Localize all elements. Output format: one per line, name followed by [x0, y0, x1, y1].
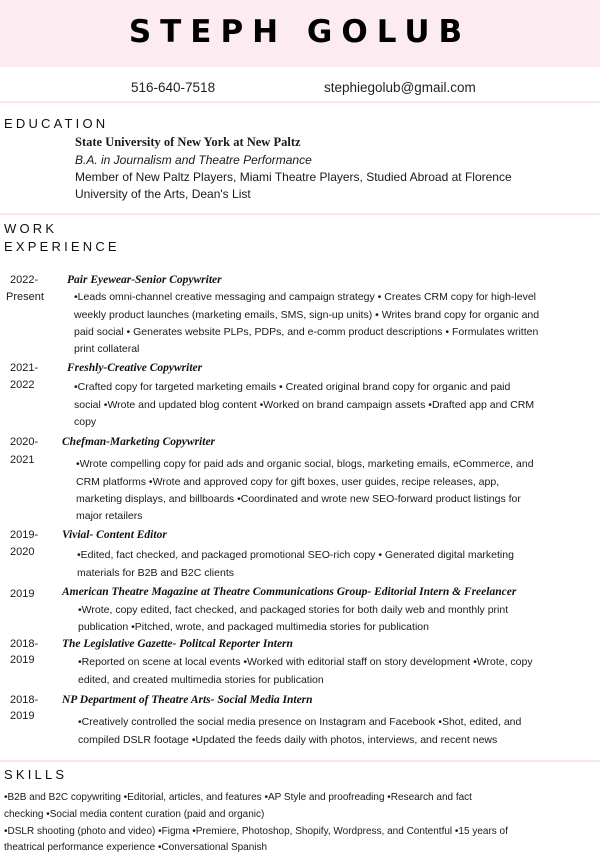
job-title: Vivial- Content Editor [62, 529, 167, 541]
divider [0, 760, 600, 762]
job-title: American Theatre Magazine at Theatre Communications Group- Editorial Intern & Freelancer [62, 586, 517, 598]
experience-heading: EXPERIENCE [4, 239, 120, 254]
job-date: 2021 [10, 454, 35, 466]
job-description-line: weekly product launches (marketing emails, SMS, sign-up units) • Writes brand copy for organic and [74, 309, 540, 321]
skills-heading: SKILLS [4, 767, 68, 782]
job-description-line: print collateral [74, 343, 140, 355]
job-date: 2018- [10, 694, 39, 706]
job-title: NP Department of Theatre Arts- Social Media Intern [62, 694, 313, 706]
job-description-line: edited, and created multimedia stories for publication [78, 674, 324, 686]
job-date: Present [6, 291, 44, 303]
divider [0, 101, 600, 103]
skills-line: •DSLR shooting (photo and video) •Figma •Premiere, Photoshop, Shopify, Wordpress, and Contentful •15 years of [4, 826, 508, 837]
skills-line: •B2B and B2C copywriting •Editorial, articles, and features •AP Style and proofreading •Research and fact [4, 792, 472, 803]
job-date: 2022 [10, 379, 35, 391]
job-title: The Legislative Gazette- Politcal Reporter Intern [62, 638, 293, 650]
job-date: 2020- [10, 436, 39, 448]
education-detail: University of the Arts, Dean's List [75, 187, 251, 201]
skills-line: theatrical performance experience •Conversational Spanish [4, 842, 268, 853]
skills-line: checking •Social media content curation (paid and organic) [4, 809, 265, 820]
phone-number: 516-640-7518 [131, 80, 216, 95]
job-date: 2019 [10, 710, 35, 722]
job-date: 2019 [10, 654, 35, 666]
job-description-line: social •Wrote and updated blog content •Worked on brand campaign assets •Drafted app and CRM [74, 399, 535, 411]
job-date: 2018- [10, 638, 39, 650]
job-description-line: marketing displays, and billboards •Coordinated and wrote new SEO-forward product listings for [76, 493, 521, 505]
job-description-line: major retailers [76, 510, 143, 522]
work-heading: WORK [4, 221, 58, 236]
job-description-line: •Wrote compelling copy for paid ads and organic social, blogs, marketing emails, eCommerce, and [76, 458, 534, 470]
email-address: stephiegolub@gmail.com [324, 80, 476, 95]
job-description-line: materials for B2B and B2C clients [77, 567, 234, 579]
degree: B.A. in Journalism and Theatre Performance [75, 153, 312, 167]
education-detail: Member of New Paltz Players, Miami Theatre Players, Studied Abroad at Florence [75, 170, 512, 184]
divider [0, 213, 600, 215]
job-description-line: •Creatively controlled the social media presence on Instagram and Facebook •Shot, edited, and [78, 716, 522, 728]
education-heading: EDUCATION [4, 116, 109, 131]
job-description-line: copy [74, 416, 97, 428]
job-date: 2022- [10, 274, 39, 286]
job-description-line: •Reported on scene at local events •Worked with editorial staff on story development •Wrote, copy [78, 656, 533, 668]
job-date: 2019 [10, 588, 35, 600]
job-description-line: •Leads omni-channel creative messaging and campaign strategy • Creates CRM copy for high-level [74, 291, 536, 303]
job-description-line: compiled DSLR footage •Updated the feeds daily with photos, interviews, and recent news [78, 734, 498, 746]
job-date: 2019- [10, 529, 39, 541]
job-title: Freshly-Creative Copywriter [67, 362, 203, 374]
job-description-line: paid social • Generates website PLPs, PDPs, and e-comm product descriptions • Formulates written [74, 326, 539, 338]
job-date: 2020 [10, 546, 35, 558]
job-date: 2021- [10, 362, 39, 374]
job-title: Pair Eyewear-Senior Copywriter [67, 274, 222, 286]
job-description-line: CRM platforms •Wrote and approved copy for gift boxes, user guides, recipe releases, app, [76, 476, 500, 488]
job-description-line: •Edited, fact checked, and packaged promotional SEO-rich copy • Generated digital marketing [77, 549, 514, 561]
resume-name: STEPH GOLUB [128, 14, 472, 50]
job-description-line: •Crafted copy for targeted marketing emails • Created original brand copy for organic and paid [74, 381, 511, 393]
job-description-line: •Wrote, copy edited, fact checked, and packaged stories for both daily web and monthly print [78, 604, 509, 616]
school-name: State University of New York at New Paltz [75, 135, 301, 149]
job-title: Chefman-Marketing Copywriter [62, 436, 216, 448]
job-description-line: publication •Pitched, wrote, and packaged multimedia stories for publication [78, 621, 429, 633]
